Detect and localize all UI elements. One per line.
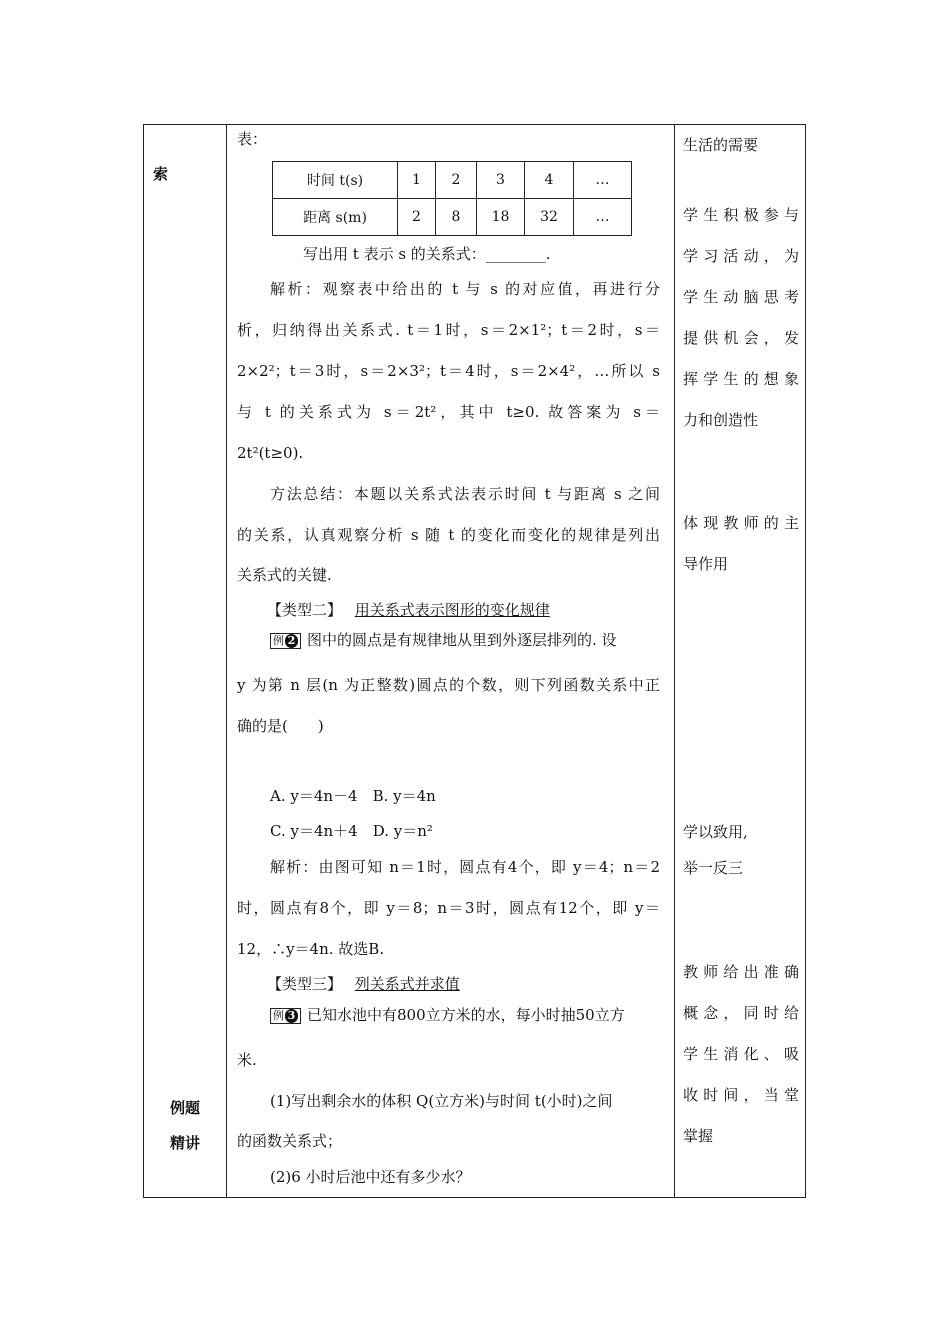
note-participation-line: 学生积极参与: [683, 206, 799, 224]
note-concept-line: 学生消化、吸: [683, 1045, 799, 1063]
note-participation-line: 力和创造性: [683, 411, 759, 429]
note-apply-line: 举一反三: [683, 859, 744, 877]
note-participation-line: 提供机会，发: [683, 329, 799, 347]
type-2-label: 【类型二】: [267, 601, 343, 619]
method-summary-line: 关系式的关键.: [237, 566, 332, 584]
note-concept-line: 收时间，当堂: [683, 1086, 799, 1104]
example-2-text: 图中的圆点是有规律地从里到外逐层排列的. 设: [307, 631, 617, 649]
table-cell: 时间 t(s): [273, 162, 398, 199]
analysis-1-line: 与 t 的关系式为 s＝2t²，其中 t≥0. 故答案为 s＝: [237, 403, 660, 421]
note-teacher-role-line: 体现教师的主: [683, 514, 799, 532]
note-apply-line: 学以致用,: [683, 823, 748, 841]
table-cell: 3: [477, 162, 525, 199]
question-part-2: (2)6 小时后池中还有多少水？: [270, 1168, 471, 1186]
table-cell: …: [574, 199, 632, 236]
question-1: 写出用 t 表示 s 的关系式：________.: [303, 245, 551, 263]
table-cell: 距离 s(m): [273, 199, 398, 236]
table-cell: 1: [398, 162, 436, 199]
note-teacher-role-line: 导作用: [683, 555, 729, 573]
example-badge: [270, 1008, 301, 1024]
section-label-examples-1: 例题: [170, 1099, 201, 1117]
example-badge-number: 3: [285, 1009, 298, 1023]
method-summary-line: 方法总结：本题以关系式法表示时间 t 与距离 s 之间: [270, 485, 660, 503]
example-3-line: [270, 1005, 660, 1025]
type-2-title: 用关系式表示图形的变化规律: [354, 601, 550, 619]
note-concept-line: 掌握: [683, 1127, 714, 1145]
analysis-2-line: 12，∴y＝4n. 故选B.: [237, 940, 385, 958]
note-life-needs: 生活的需要: [683, 136, 759, 154]
method-summary-line: 的关系，认真观察分析 s 随 t 的变化而变化的规律是列出: [237, 526, 660, 544]
intro-text: 表：: [237, 130, 268, 148]
teaching-notes: [683, 125, 799, 1197]
analysis-2-line: 时，圆点有8个，即 y＝8；n＝3时，圆点有12个，即 y＝: [237, 899, 660, 917]
note-concept-line: 教师给出准确: [683, 963, 799, 981]
options-line: A. y＝4n－4 B. y＝4n: [270, 787, 436, 805]
type-2-heading: [267, 600, 660, 620]
note-participation-line: 学生动脑思考: [683, 288, 799, 306]
table-row: [273, 199, 632, 236]
table-cell: 4: [525, 162, 574, 199]
table-cell: 18: [477, 199, 525, 236]
column-divider-left: [226, 125, 227, 1197]
section-label-examples-2: 精讲: [170, 1134, 201, 1152]
main-content: [237, 125, 660, 1197]
example-2-line: [270, 630, 660, 650]
example-2-line: y 为第 n 层(n 为正整数)圆点的个数，则下列函数关系中正: [237, 676, 660, 694]
table-cell: 2: [398, 199, 436, 236]
analysis-2-line: 解析：由图可知 n＝1时，圆点有4个，即 y＝4；n＝2: [270, 858, 660, 876]
table-cell: 8: [436, 199, 477, 236]
note-participation-line: 学习活动，为: [683, 247, 799, 265]
table-cell: …: [574, 162, 632, 199]
type-3-heading: [267, 974, 660, 994]
example-3-text: 已知水池中有800立方米的水，每小时抽50立方: [307, 1006, 625, 1024]
analysis-1-line: 2t²(t≥0).: [237, 444, 304, 462]
analysis-1-line: 2×2²；t＝3时，s＝2×3²；t＝4时，s＝2×4²，…所以 s: [237, 362, 660, 380]
example-badge-number: 2: [285, 634, 298, 648]
lesson-plan-table: [143, 124, 806, 1198]
example-2-line: 确的是( ): [237, 717, 324, 735]
type-3-label: 【类型三】: [267, 975, 343, 993]
question-part-1: 的函数关系式；: [237, 1132, 343, 1150]
note-concept-line: 概念，同时给: [683, 1004, 799, 1022]
analysis-1-line: 解析：观察表中给出的 t 与 s 的对应值，再进行分: [270, 280, 660, 298]
time-distance-table: [272, 161, 632, 236]
note-participation-line: 挥学生的想象: [683, 370, 799, 388]
example-badge: [270, 633, 301, 649]
type-3-title: 列关系式并求值: [354, 975, 460, 993]
table-row: [273, 162, 632, 199]
section-label-top: 索: [153, 165, 169, 183]
example-3-line: 米.: [237, 1051, 257, 1069]
example-badge-label: 例: [273, 634, 284, 647]
table-cell: 32: [525, 199, 574, 236]
options-line: C. y＝4n＋4 D. y＝n²: [270, 822, 433, 840]
example-badge-label: 例: [273, 1009, 284, 1022]
table-cell: 2: [436, 162, 477, 199]
analysis-1-line: 析，归纳得出关系式. t＝1时，s＝2×1²；t＝2时，s＝: [237, 321, 660, 339]
question-part-1: (1)写出剩余水的体积 Q(立方米)与时间 t(小时)之间: [270, 1092, 613, 1110]
column-divider-right: [674, 125, 675, 1197]
